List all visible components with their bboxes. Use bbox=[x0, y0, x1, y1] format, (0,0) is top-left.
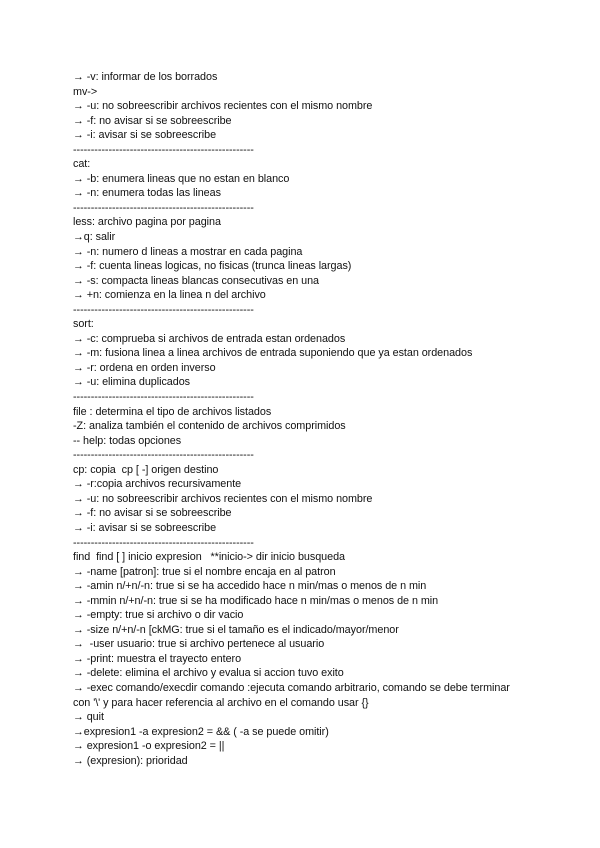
text-line: con '\' y para hacer referencia al archivo en el comando usar {} bbox=[73, 696, 369, 709]
separator-line: --------------------------------------------------- bbox=[73, 536, 254, 549]
text-line: → -f: cuenta lineas logicas, no fisicas (trunca lineas largas) bbox=[73, 260, 352, 273]
text-line: -Z: analiza también el contenido de archivos comprimidos bbox=[73, 420, 346, 433]
text-line: → -n: enumera todas las lineas bbox=[73, 187, 221, 200]
text-line: -- help: todas opciones bbox=[73, 434, 182, 447]
text-line: → -u: no sobreescribir archivos recientes con el mismo nombre bbox=[73, 492, 373, 505]
text-line: → quit bbox=[73, 711, 104, 724]
text-line: → -user usuario: true si archivo pertenece al usuario bbox=[73, 638, 325, 651]
text-line: → -u: elimina duplicados bbox=[73, 376, 191, 389]
text-line: → -size n/+n/-n [ckMG: true si el tamaño es el indicado/mayor/menor bbox=[73, 623, 399, 636]
text-line: → -amin n/+n/-n: true si se ha accedido hace n min/mas o menos de n min bbox=[73, 580, 427, 593]
separator-line: --------------------------------------------------- bbox=[73, 391, 254, 404]
separator-line: --------------------------------------------------- bbox=[73, 143, 254, 156]
text-line: → -r: ordena en orden inverso bbox=[73, 361, 216, 374]
text-line: sort: bbox=[73, 318, 94, 331]
text-line: → -n: numero d lineas a mostrar en cada pagina bbox=[73, 245, 303, 258]
text-line: cat: bbox=[73, 158, 91, 171]
text-line: less: archivo pagina por pagina bbox=[73, 216, 221, 229]
text-line: → expresion1 -o expresion2 = || bbox=[73, 740, 225, 753]
text-line: → -b: enumera lineas que no estan en blanco bbox=[73, 172, 290, 185]
text-line: → -print: muestra el trayecto entero bbox=[73, 652, 242, 665]
text-line: find find [ ] inicio expresion **inicio-> dir inicio busqueda bbox=[73, 551, 345, 564]
text-line: →q: salir bbox=[73, 231, 116, 244]
text-line: → -s: compacta lineas blancas consecutivas en una bbox=[73, 274, 320, 287]
separator-line: --------------------------------------------------- bbox=[73, 303, 254, 316]
text-line: → -empty: true si archivo o dir vacio bbox=[73, 609, 244, 622]
text-line: → -f: no avisar si se sobreescribe bbox=[73, 114, 232, 127]
text-line: → +n: comienza en la linea n del archivo bbox=[73, 289, 266, 302]
text-line: → -delete: elimina el archivo y evalua si accion tuvo exito bbox=[73, 667, 344, 680]
text-line: cp: copia cp [ -] origen destino bbox=[73, 463, 219, 476]
separator-line: --------------------------------------------------- bbox=[73, 201, 254, 214]
text-line: → -u: no sobreescribir archivos recientes con el mismo nombre bbox=[73, 100, 373, 113]
text-line: → -mmin n/+n/-n: true si se ha modificado hace n min/mas o menos de n min bbox=[73, 594, 439, 607]
separator-line: --------------------------------------------------- bbox=[73, 449, 254, 462]
text-line: mv-> bbox=[73, 85, 98, 98]
document-page bbox=[73, 70, 573, 768]
text-line: → -v: informar de los borrados bbox=[73, 71, 218, 83]
text-line: file : determina el tipo de archivos listados bbox=[73, 405, 272, 418]
text-line: → -name [patron]: true si el nombre encaja en al patron bbox=[73, 565, 336, 578]
text-line: → -exec comando/execdir comando :ejecuta comando arbitrario, comando se debe terminar bbox=[73, 681, 510, 694]
text-line: →expresion1 -a expresion2 = && ( -a se puede omitir) bbox=[73, 725, 329, 738]
text-line: → -c: comprueba si archivos de entrada estan ordenados bbox=[73, 332, 346, 345]
text-line: → -i: avisar si se sobreescribe bbox=[73, 129, 217, 142]
text-line: → -r:copia archivos recursivamente bbox=[73, 478, 242, 491]
text-line: → -f: no avisar si se sobreescribe bbox=[73, 507, 232, 520]
text-line: → -i: avisar si se sobreescribe bbox=[73, 521, 217, 534]
text-line: → (expresion): prioridad bbox=[73, 754, 188, 767]
text-line: → -m: fusiona linea a linea archivos de entrada suponiendo que ya estan ordenados bbox=[73, 347, 473, 360]
